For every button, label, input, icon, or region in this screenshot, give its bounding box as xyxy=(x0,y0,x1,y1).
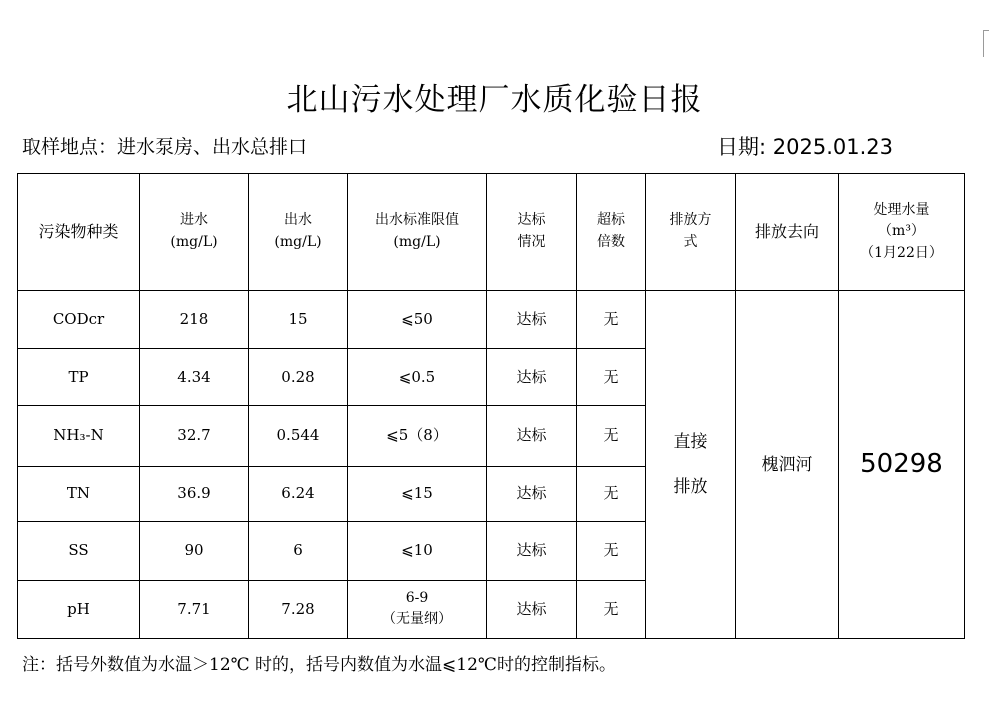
report-title: 北山污水处理厂水质化验日报 xyxy=(286,82,703,118)
footnote: 注：括号外数值为水温＞12℃ 时的，括号内数值为水温⩽12℃时的控制指标。 xyxy=(22,655,616,675)
water-quality-table xyxy=(17,173,965,639)
cell-inflow: 218 xyxy=(140,291,249,349)
header-row xyxy=(18,174,965,291)
cell-status: 达标 xyxy=(487,521,577,580)
cell-inflow: 7.71 xyxy=(140,580,249,638)
header-limit: 出水标准限值 (mg/L) xyxy=(348,174,487,291)
cell-outflow: 6.24 xyxy=(249,466,348,521)
cell-limit: ⩽10 xyxy=(348,521,487,580)
cell-discharge-method: 直接 排放 xyxy=(646,291,736,639)
cell-limit: ⩽5（8） xyxy=(348,406,487,466)
header-method: 排放方 式 xyxy=(646,174,736,291)
cell-pollutant: NH₃-N xyxy=(18,406,140,466)
cell-exceed: 无 xyxy=(577,466,646,521)
cell-inflow: 32.7 xyxy=(140,406,249,466)
cell-volume: 50298 xyxy=(839,291,965,639)
header-exceed: 超标 倍数 xyxy=(577,174,646,291)
cell-pollutant: pH xyxy=(18,580,140,638)
cell-outflow: 0.544 xyxy=(249,406,348,466)
cell-limit: ⩽0.5 xyxy=(348,349,487,406)
cell-outflow: 6 xyxy=(249,521,348,580)
header-outflow: 出水 (mg/L) xyxy=(249,174,348,291)
cell-pollutant: TP xyxy=(18,349,140,406)
header-pollutant: 污染物种类 xyxy=(18,174,140,291)
cell-outflow: 7.28 xyxy=(249,580,348,638)
cell-exceed: 无 xyxy=(577,406,646,466)
cell-status: 达标 xyxy=(487,466,577,521)
cell-pollutant: TN xyxy=(18,466,140,521)
cell-status: 达标 xyxy=(487,406,577,466)
cell-limit: ⩽15 xyxy=(348,466,487,521)
cell-inflow: 90 xyxy=(140,521,249,580)
header-inflow: 进水 (mg/L) xyxy=(140,174,249,291)
cell-inflow: 4.34 xyxy=(140,349,249,406)
table-row xyxy=(18,291,965,349)
cell-destination: 槐泗河 xyxy=(736,291,839,639)
cell-pollutant: CODcr xyxy=(18,291,140,349)
cell-inflow: 36.9 xyxy=(140,466,249,521)
cell-pollutant: SS xyxy=(18,521,140,580)
cell-outflow: 15 xyxy=(249,291,348,349)
cell-exceed: 无 xyxy=(577,580,646,638)
cell-status: 达标 xyxy=(487,349,577,406)
sampling-location: 取样地点：进水泵房、出水总排口 xyxy=(22,136,308,158)
cell-exceed: 无 xyxy=(577,291,646,349)
report-date: 日期: 2025.01.23 xyxy=(717,135,893,159)
cell-status: 达标 xyxy=(487,291,577,349)
cell-exceed: 无 xyxy=(577,521,646,580)
cell-limit: ⩽50 xyxy=(348,291,487,349)
page-corner-mark xyxy=(983,30,989,57)
cell-limit: 6-9 （无量纲） xyxy=(348,580,487,638)
cell-exceed: 无 xyxy=(577,349,646,406)
cell-outflow: 0.28 xyxy=(249,349,348,406)
header-volume: 处理水量 （m³） （1月22日） xyxy=(839,174,965,291)
header-destination: 排放去向 xyxy=(736,174,839,291)
header-status: 达标 情况 xyxy=(487,174,577,291)
cell-status: 达标 xyxy=(487,580,577,638)
